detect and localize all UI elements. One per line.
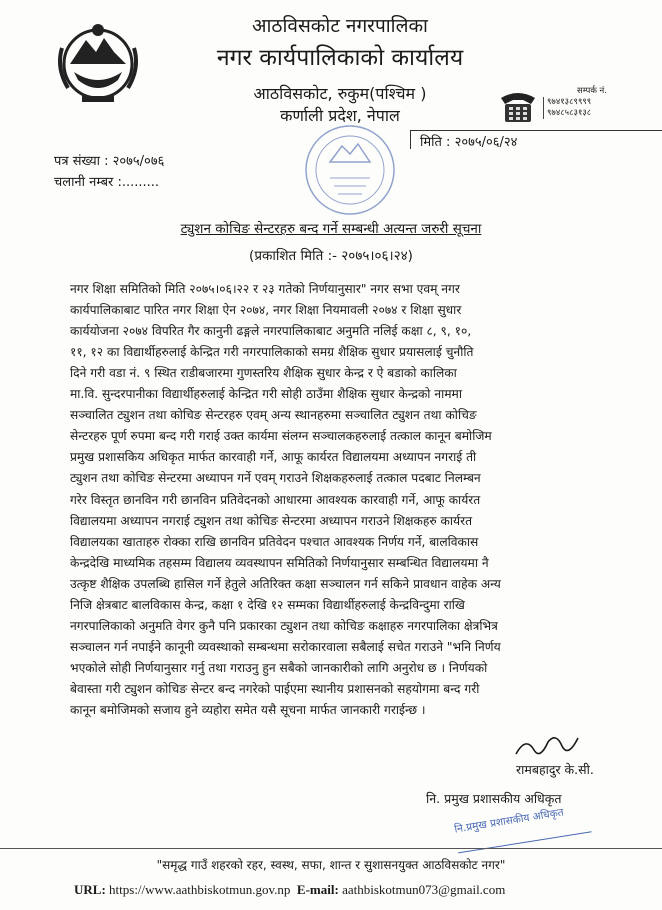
signatory-name: रामबहादुर के.सी. xyxy=(516,762,594,777)
footer-slogan: "समृद्ध गाउँ शहरको रहर, स्वस्थ, सफा, शान्त र सुशासनयुक्त आठविसकोट नगर" xyxy=(156,858,506,872)
dispatch-number: चलानी नम्बर :......... xyxy=(54,175,160,190)
body-line: उत्कृष्ट शैक्षिक उपलब्धि हासिल गर्ने हेतुले अतिरिक्त कक्षा सञ्चालन गर्न सकिने प्रावधान वाहेक अन्य xyxy=(70,576,501,591)
office-name: नगर कार्यपालिकाको कार्यालय xyxy=(216,45,464,71)
office-address: आठविसकोट, रुकुम(पश्चिम ) xyxy=(253,84,427,103)
website-link[interactable]: https://www.aathbiskotmun.gov.np xyxy=(109,882,291,897)
body-line: सञ्चालित ट्युशन तथा कोचिङ सेन्टरहरु एवम् अन्य स्थानहरुमा सञ्चालित ट्युशन तथा कोचिङ xyxy=(70,408,477,423)
signatory-title: नि. प्रमुख प्रशासकीय अधिकृत xyxy=(426,791,562,806)
body-line: गरेर विस्तृत छानविन गरी छानविन प्रतिवेदनको आधारमा आवश्यक कारवाही गर्ने, आफू कार्यरत xyxy=(70,492,481,507)
province-country: कर्णाली प्रदेश, नेपाल xyxy=(280,106,400,125)
municipality-name: आठविसकोट नगरपालिका xyxy=(252,15,428,37)
body-line: नगर शिक्षा समितिको मिति २०७५।०६।२२ र २३ गतेको निर्णयानुसार" नगर सभा एवम् नगर xyxy=(70,282,460,296)
contact-number: ९७४१३८९९९९ xyxy=(543,97,633,108)
body-line: केन्द्रदेखि माध्यमिक तहसम्म विद्यालय व्यवस्थापन समितिको निर्णयानुसार सम्बन्धित विद्यालयमा नै xyxy=(70,555,489,570)
body-line: मा.वि. सुन्दरपानीका विद्यार्थीहरुलाई केन्द्रित गरी सोही ठाउँमा शैक्षिक सुधार केन्द्रको नाममा xyxy=(70,387,462,402)
body-line: विद्यालयका खाताहरु रोक्का राखि छानविन प्रतिवेदन पश्चात आवश्यक निर्णय गर्ने, बालविकास xyxy=(70,534,479,549)
nepal-emblem-icon xyxy=(52,18,144,104)
body-line: सञ्चालन गर्न नपाईने कानूनी व्यवस्थाको सम्बन्धमा सरोकारवाला सबैलाई सचेत गराउने "भनि निर्णय xyxy=(70,639,501,654)
contact-block xyxy=(543,86,633,119)
office-stamp-icon xyxy=(300,122,400,218)
signatory-stamp: नि.प्रमुख प्रशासकीय अधिकृत xyxy=(453,802,591,854)
telephone-icon xyxy=(497,88,539,124)
signature-mark-icon xyxy=(512,730,584,762)
footer-contact xyxy=(74,882,505,898)
body-line: कार्यपालिकाबाट पारित नगर शिक्षा ऐन २०७४, नगर शिक्षा नियमावली २०७४ र शिक्षा सुधार xyxy=(70,303,462,318)
body-line: नगरपालिकाको अनुमति वेगर कुनै पनि प्रकारका ट्युशन तथा कोचिङ कक्षाहरु नगरपालिका क्षेत्रभित्र xyxy=(70,618,498,633)
notice-title: ट्युशन कोचिङ सेन्टरहरु बन्द गर्ने सम्बन्धी अत्यन्त जरुरी सूचना xyxy=(180,221,482,237)
body-line: सेन्टरहरु पूर्ण रुपमा बन्द गरी गराई उक्त कार्यमा संलग्न सञ्चालकहरुलाई तत्काल कानून बमोजिम xyxy=(70,429,492,444)
body-line: विद्यालयमा अध्यापन नगराई ट्युशन तथा कोचिङ सेन्टरमा अध्यापन गराउने शिक्षकहरु कार्यरत xyxy=(70,513,473,528)
body-line: बेवास्ता गरी ट्युशन कोचिङ सेन्टर बन्द नगरेको पाईएमा स्थानीय प्रशासनको सहयोगमा बन्द गरी xyxy=(70,681,480,696)
published-date: (प्रकाशित मिति :- २०७५।०६।२४) xyxy=(249,248,413,264)
body-line: कानून बमोजिमको सजाय हुने व्यहोरा समेत यसै सूचना मार्फत जानकारी गराईन्छ । xyxy=(70,703,426,717)
contact-number: ९७४८५८३१३८ xyxy=(543,108,633,119)
body-line: दिने गरी वडा नं. ९ स्थित राडीबजारमा गुणस्तरिय शैक्षिक सुधार केन्द्र र ऐ बडाको कालिका xyxy=(70,366,457,381)
contact-title: सम्पर्क नं. xyxy=(577,86,607,96)
email-label: E-mail: xyxy=(296,882,339,897)
body-line: ११, १२ का विद्यार्थीहरुलाई केन्द्रित गरी नगरपालिकाको समग्र शैक्षिक सुधार प्रयासलाई चुनौति xyxy=(70,345,474,360)
url-label: URL: xyxy=(74,882,106,897)
body-line: ट्युशन तथा कोचिङ सेन्टरमा अध्यापन गर्ने एवम् गराउने शिक्षकहरुलाई तत्काल पदबाट निलम्बन xyxy=(70,471,481,486)
letter-date: मिति : २०७५/०६/२४ xyxy=(420,135,518,150)
body-line: कार्ययोजना २०७४ विपरित गैर कानुनी ढङ्गले नगरपालिकाबाट अनुमति नलिई कक्षा ८, ९, १०, xyxy=(70,324,472,339)
body-line: भएकोले सोही निर्णयानुसार गर्नु तथा गराउनु हुन सबैको जानकारीको लागि अनुरोध छ । निर्णयको xyxy=(70,660,488,675)
email-link[interactable]: aathbiskotmun073@gmail.com xyxy=(342,882,506,897)
footer-divider xyxy=(0,848,662,849)
body-line: प्रमुख प्रशासकिय अधिकृत मार्फत कारवाही गर्ने, आफू कार्यरत विद्यालयमा अध्यापन नगराई ती xyxy=(70,450,477,465)
reference-number: पत्र संख्या : २०७५/०७६ xyxy=(54,154,165,169)
body-line: निजि क्षेत्रबाट बालविकास केन्द्र, कक्षा १ देखि १२ सम्मका विद्यार्थीहरुलाई केन्द्रविन्दुमा राखि xyxy=(70,597,465,612)
